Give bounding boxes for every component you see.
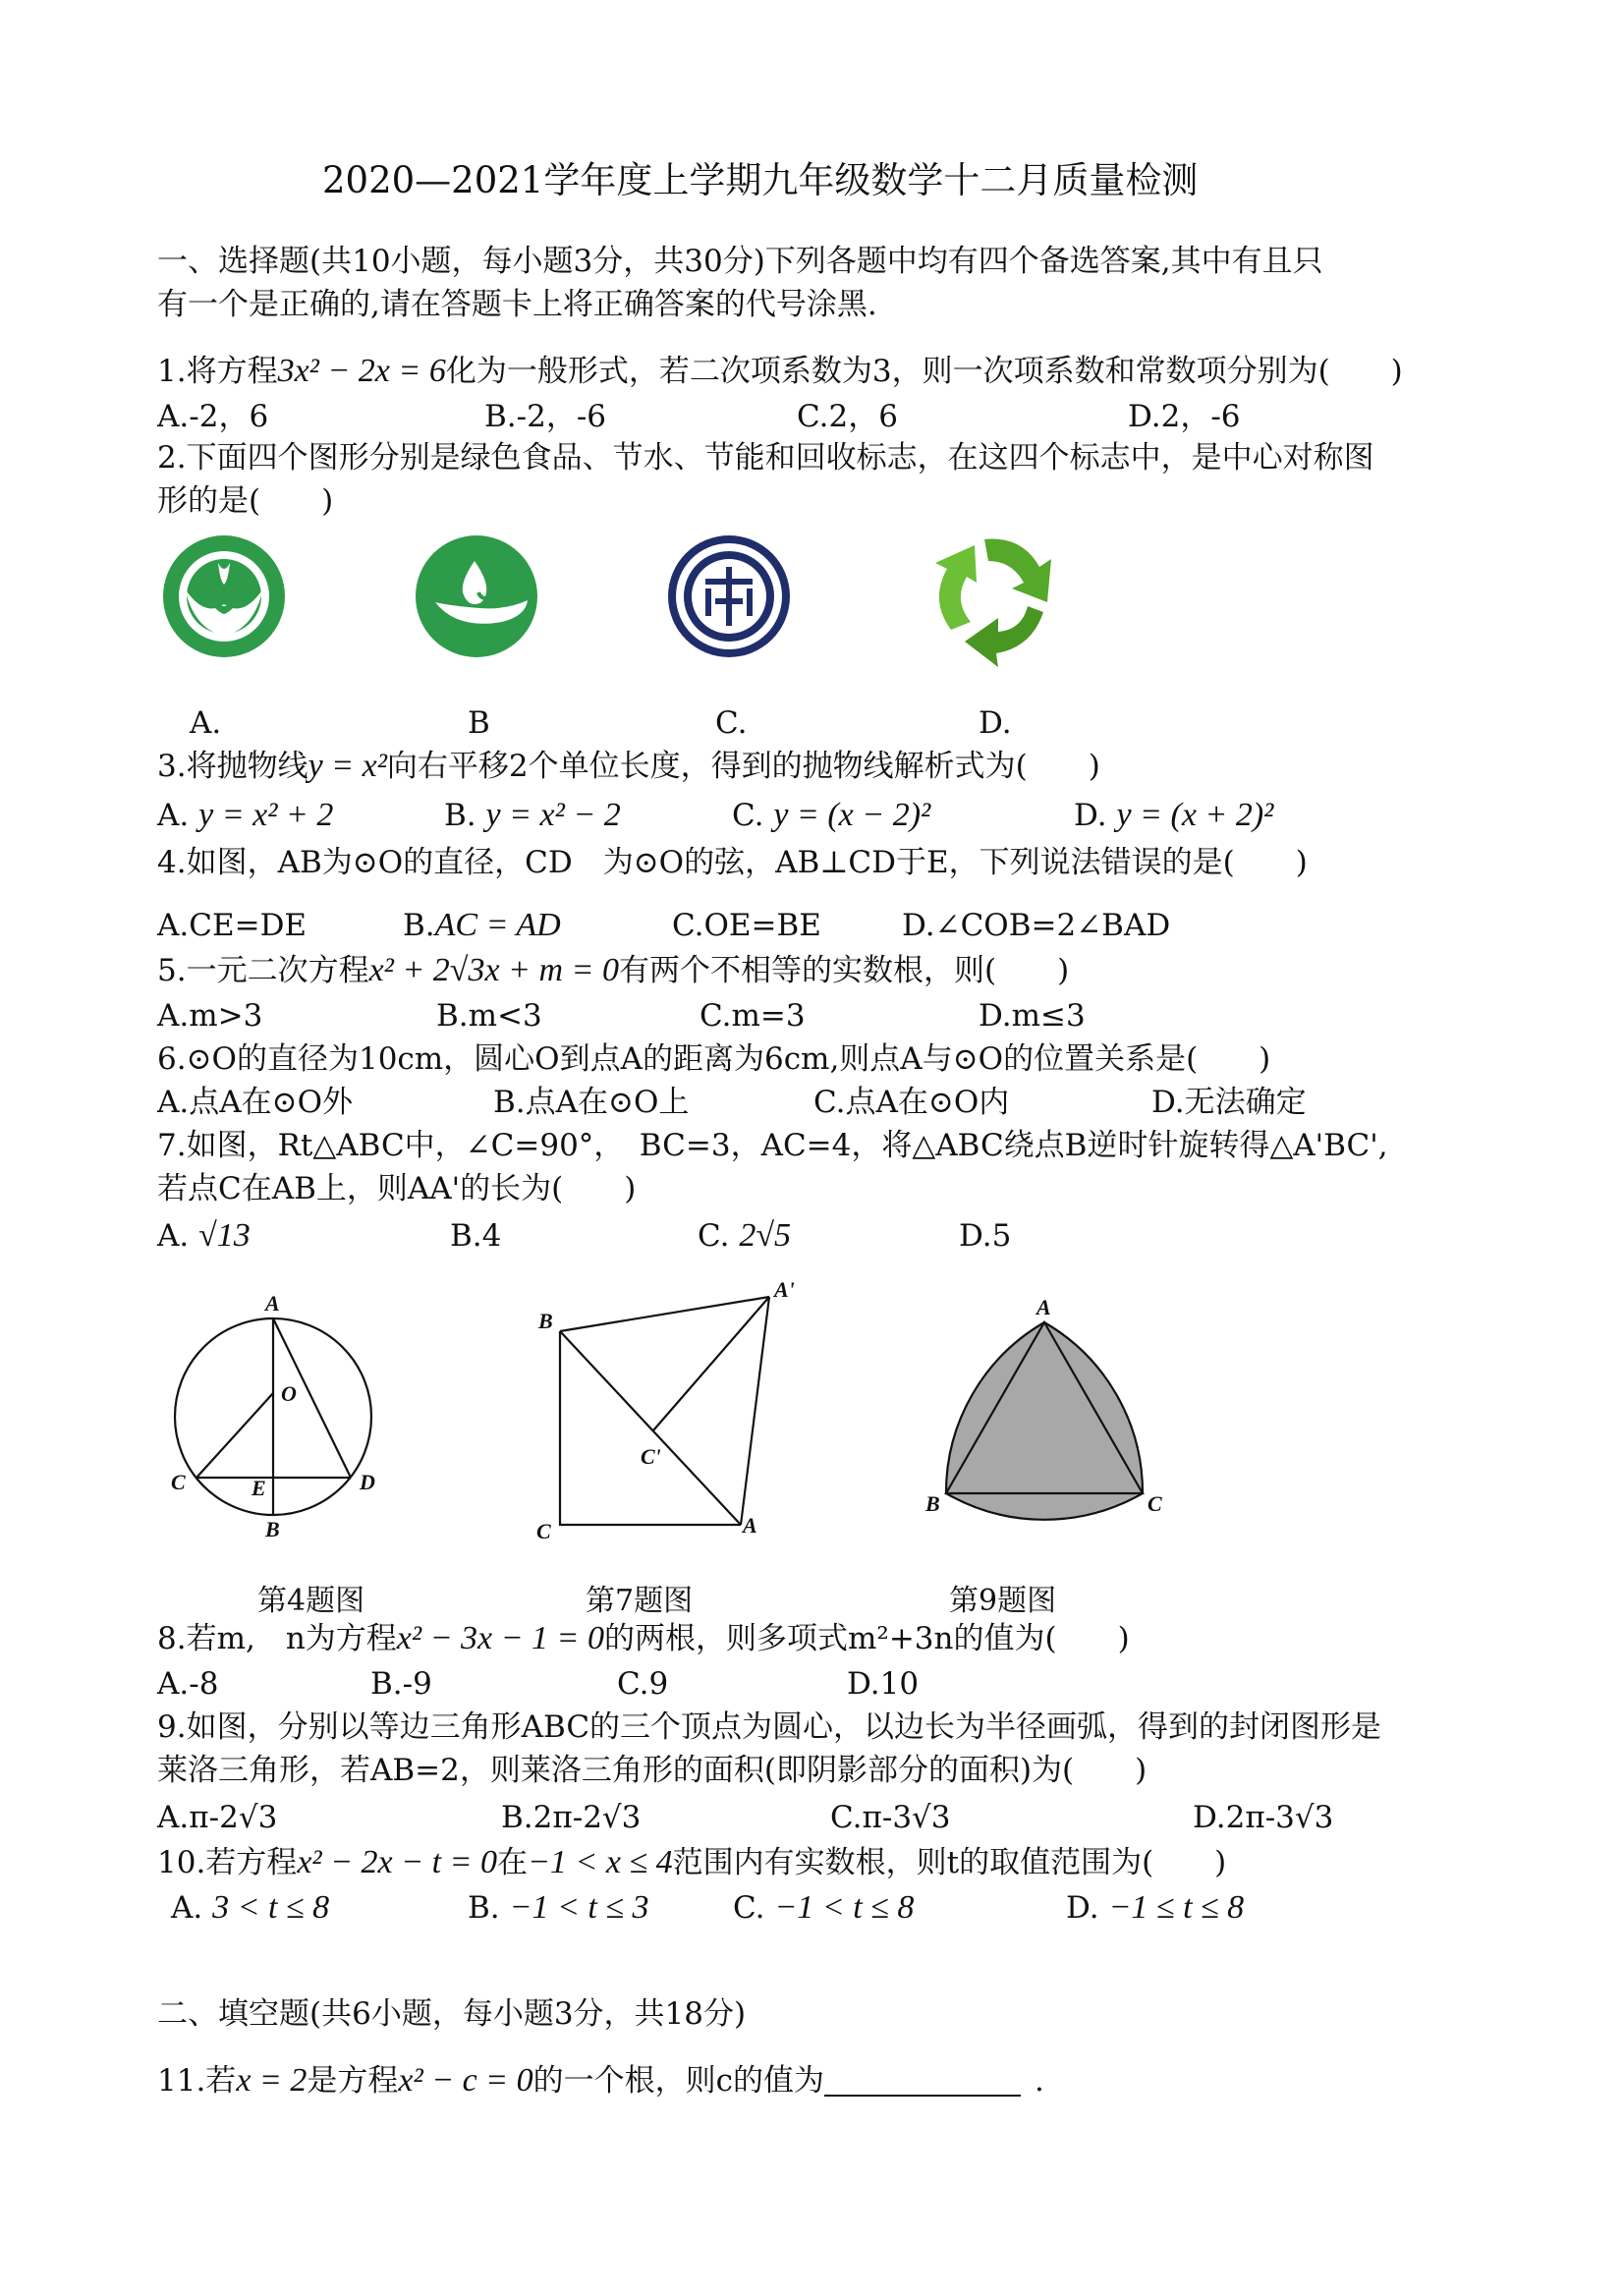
q10-suffix: 范围内有实数根，则t的取值范围为( ): [672, 1845, 1227, 1880]
q4-stem: 4.如图，AB为⊙O的直径，CD 为⊙O的弦，AB⊥CD于E，下列说法错误的是( ): [157, 845, 1308, 880]
q10-option-a-eq: 3 < t ≤ 8: [212, 1889, 330, 1926]
q7-option-d: D.5: [959, 1218, 1012, 1254]
q3-option-b-label: B.: [444, 798, 476, 833]
figures-row: [157, 1267, 1179, 1562]
q3-prefix: 3.将抛物线: [157, 749, 308, 784]
q2-label-b: B: [468, 705, 490, 741]
q10-option-a-label: A.: [171, 1890, 203, 1926]
q5-option-a: A.m>3: [157, 998, 263, 1034]
q6-option-b: B.点A在⊙O上: [493, 1085, 690, 1120]
q8-suffix: 的两根，则多项式m²+3n的值为( ): [604, 1621, 1130, 1656]
q1-stem: [157, 352, 1403, 391]
q4-option-b-label: B.: [403, 908, 435, 943]
fig7-label-b: B: [538, 1309, 553, 1333]
q10-prefix: 10.若方程: [157, 1845, 298, 1880]
q8-equation: x² − 3x − 1 = 0: [396, 1620, 605, 1656]
section2-header: 二、填空题(共6小题，每小题3分，共18分): [157, 1996, 747, 2032]
q3-option-d: [1074, 796, 1273, 835]
q2-label-c: C.: [715, 705, 748, 741]
fig4-label-c: C: [171, 1470, 186, 1494]
q1-option-a: A.-2，6: [157, 399, 269, 434]
q4-option-b: [403, 906, 561, 945]
q9-line2: 莱洛三角形，若AB=2，则莱洛三角形的面积(即阴影部分的面积)为( ): [157, 1753, 1147, 1788]
q10-option-b: [468, 1888, 649, 1928]
q11-end: .: [1035, 2063, 1044, 2099]
q7-line1: 7.如图，Rt△ABC中，∠C=90°， BC=3，AC=4，将△ABC绕点B逆时针旋转得△A'BC',: [157, 1128, 1388, 1163]
section1-line1: 一、选择题(共10小题，每小题3分，共30分)下列各题中均有四个备选答案,其中有且只: [157, 244, 1323, 279]
q8-prefix: 8.若m, n为方程: [157, 1621, 397, 1656]
q1-option-c: C.2，6: [797, 399, 898, 434]
q11-answer-blank[interactable]: [824, 2065, 1021, 2097]
fig9-label-c: C: [1147, 1491, 1162, 1516]
green-food-icon: [163, 535, 285, 657]
q6-option-d: D.无法确定: [1151, 1085, 1307, 1120]
q10-stem: [157, 1843, 1226, 1882]
fig9-label-a: A: [1036, 1295, 1051, 1319]
q8-option-a: A.-8: [157, 1666, 219, 1702]
q5-equation: x² + 2√3x + m = 0: [368, 952, 619, 988]
q2-line2: 形的是( ): [157, 483, 334, 519]
q1-option-b: B.-2，-6: [484, 399, 607, 434]
q10-mid: 在: [496, 1845, 528, 1880]
q7-option-b: B.4: [450, 1218, 502, 1254]
q6-option-c: C.点A在⊙O内: [813, 1085, 1010, 1120]
q5-option-d: D.m≤3: [979, 998, 1086, 1034]
q1-equation: 3x² − 2x = 6: [277, 353, 446, 389]
q3-option-b-eq: y = x² − 2: [485, 797, 621, 833]
q11-mid: 是方程: [307, 2063, 399, 2099]
q3-option-a-eq: y = x² + 2: [198, 797, 334, 833]
q5-option-c: C.m=3: [700, 998, 806, 1034]
figure-q9: [946, 1322, 1143, 1520]
fig4-label-e: E: [252, 1476, 266, 1500]
q8-option-d: D.10: [847, 1666, 920, 1702]
q1-suffix: 化为一般形式，若二次项系数为3，则一次项系数和常数项分别为( ): [445, 354, 1403, 389]
recycle-icon: [935, 539, 1051, 667]
q5-stem: [157, 951, 1069, 990]
fig7-label-a-prime: A': [774, 1277, 795, 1302]
q10-option-d-label: D.: [1066, 1890, 1099, 1926]
q10-equation: x² − 2x − t = 0: [297, 1844, 497, 1880]
q10-option-d: [1066, 1888, 1244, 1928]
q10-option-a: [171, 1888, 329, 1928]
q11-equation-2: x² − c = 0: [398, 2062, 533, 2099]
q7-option-a: [157, 1216, 251, 1256]
q8-option-b: B.-9: [370, 1666, 432, 1702]
q7-option-c: [698, 1216, 791, 1256]
q2-label-a: A.: [190, 705, 222, 741]
q4-option-a: A.CE=DE: [157, 908, 308, 943]
q10-option-c-eq: −1 < t ≤ 8: [774, 1889, 915, 1926]
q11-stem: [157, 2061, 1044, 2100]
q3-suffix: 向右平移2个单位长度，得到的抛物线解析式为( ): [386, 749, 1100, 784]
q6-stem: 6.⊙O的直径为10cm，圆心O到点A的距离为6cm,则点A与⊙O的位置关系是( ): [157, 1041, 1271, 1077]
q3-option-c-label: C.: [732, 798, 764, 833]
q9-option-b: B.2π-2√3: [501, 1800, 642, 1835]
q3-stem: [157, 747, 1100, 786]
q8-option-c: C.9: [617, 1666, 669, 1702]
q1-prefix: 1.将方程: [157, 354, 278, 389]
q10-option-b-label: B.: [468, 1890, 500, 1926]
fig7-label-c: C: [536, 1519, 551, 1543]
q7-option-c-eq: 2√5: [739, 1217, 791, 1254]
q3-equation: y = x²: [308, 748, 387, 784]
q4-option-d: D.∠COB=2∠BAD: [902, 908, 1171, 943]
water-saving-icon: [416, 535, 537, 657]
q3-option-c: [732, 796, 930, 835]
q5-suffix: 有两个不相等的实数根，则( ): [619, 953, 1070, 988]
q3-option-a-label: A.: [157, 798, 190, 833]
q7-line2: 若点C在AB上，则AA'的长为( ): [157, 1171, 637, 1206]
fig9-label-b: B: [925, 1491, 940, 1516]
q1-option-d: D.2，-6: [1128, 399, 1241, 434]
q3-option-c-eq: y = (x − 2)²: [773, 797, 931, 833]
figure-q7: [560, 1297, 769, 1525]
q9-option-a: A.π-2√3: [157, 1800, 278, 1835]
q11-equation-1: x = 2: [236, 2062, 308, 2099]
caption-fig4: 第4题图: [257, 1584, 365, 1618]
q10-option-b-eq: −1 < t ≤ 3: [509, 1889, 649, 1926]
q7-option-a-eq: √13: [198, 1217, 251, 1254]
q8-stem: [157, 1619, 1130, 1658]
q4-option-c: C.OE=BE: [672, 908, 821, 943]
q6-option-a: A.点A在⊙O外: [157, 1085, 354, 1120]
q2-line1: 2.下面四个图形分别是绿色食品、节水、节能和回收标志，在这四个标志中，是中心对称图: [157, 440, 1374, 476]
q7-option-a-label: A.: [157, 1218, 190, 1254]
figure-q4: [175, 1318, 371, 1515]
q10-option-d-eq: −1 ≤ t ≤ 8: [1108, 1889, 1245, 1926]
q11-prefix: 11.若: [157, 2063, 237, 2099]
q2-logos: [157, 526, 1081, 683]
q10-range: −1 < x ≤ 4: [527, 1844, 673, 1880]
q11-suffix: 的一个根，则c的值为: [532, 2063, 824, 2099]
caption-fig7: 第7题图: [586, 1584, 694, 1618]
fig4-label-d: D: [360, 1470, 375, 1494]
fig7-label-c-prime: C': [641, 1444, 661, 1469]
fig4-label-b: B: [265, 1517, 280, 1541]
q9-line1: 9.如图，分别以等边三角形ABC的三个顶点为圆心，以边长为半径画弧，得到的封闭图形是: [157, 1709, 1382, 1745]
q3-option-a: [157, 796, 333, 835]
page-title: 2020—2021学年度上学期九年级数学十二月质量检测: [322, 159, 1199, 201]
q3-option-d-eq: y = (x + 2)²: [1116, 797, 1274, 833]
q2-label-d: D.: [979, 705, 1012, 741]
q5-prefix: 5.一元二次方程: [157, 953, 369, 988]
q9-option-c: C.π-3√3: [830, 1800, 951, 1835]
q3-option-b: [444, 796, 621, 835]
q9-option-d: D.2π-3√3: [1193, 1800, 1334, 1835]
fig4-label-a: A: [265, 1291, 280, 1316]
q7-option-c-label: C.: [698, 1218, 730, 1254]
q3-option-d-label: D.: [1074, 798, 1107, 833]
energy-saving-icon: [668, 535, 790, 657]
q10-option-c: [733, 1888, 914, 1928]
caption-fig9: 第9题图: [949, 1584, 1057, 1618]
fig4-label-o: O: [281, 1381, 297, 1406]
q10-option-c-label: C.: [733, 1890, 765, 1926]
q5-option-b: B.m<3: [436, 998, 542, 1034]
fig7-label-a: A: [743, 1513, 757, 1538]
section1-line2: 有一个是正确的,请在答题卡上将正确答案的代号涂黑.: [157, 287, 877, 322]
q4-option-b-eq: AC = AD: [434, 907, 561, 943]
